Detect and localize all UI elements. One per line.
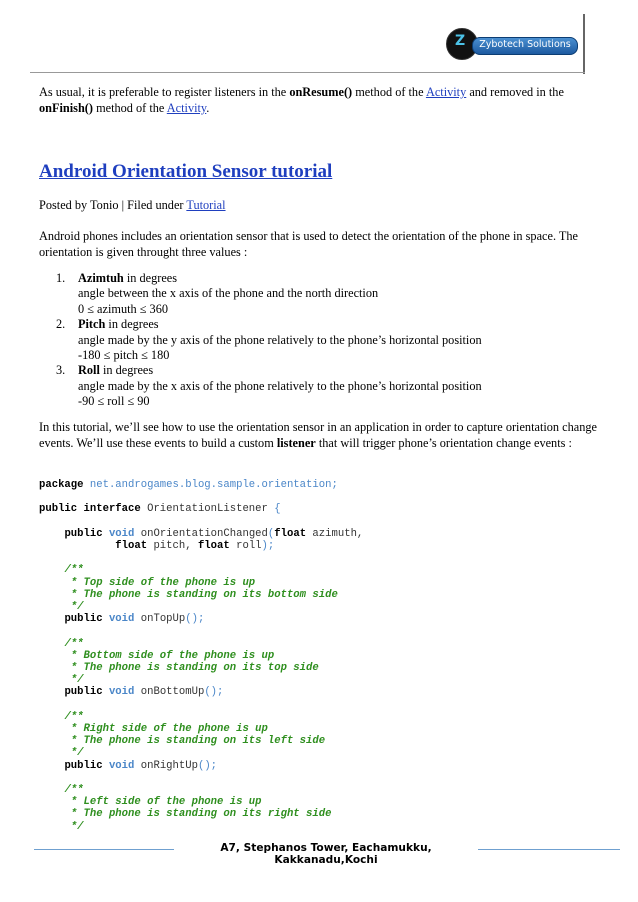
orientation-values-list [56, 271, 596, 410]
code-token: /** [64, 637, 84, 650]
code-token: /** [64, 784, 84, 797]
code-listing [39, 479, 363, 833]
intro-paragraph: As usual, it is preferable to register listeners in the onResume() method of the Activity and removed in the onFinish() method of the Activity. [39, 85, 564, 115]
code-token: * The phone is standing on its top side [64, 662, 319, 675]
code-token: ); [261, 540, 275, 553]
code-token: * Right side of the phone is up [64, 723, 268, 736]
code-token: /** [64, 564, 84, 577]
header-divider-vertical [583, 14, 585, 74]
code-token: (); [185, 613, 205, 626]
logo-text: Zybotech Solutions [479, 39, 571, 50]
intro-body-paragraph: Android phones includes an orientation sensor that is used to detect the orientation of the phone in space. The orientation is given throught three values : [39, 229, 578, 259]
activity-link[interactable]: Activity [166, 101, 207, 115]
code-token: net.androgames.blog.sample.orientation; [83, 479, 338, 491]
footer-address: A7, Stephanos Tower, Eachamukku, Kakkanadu,Kochi [220, 842, 432, 866]
code-token: { [274, 503, 281, 516]
code-token: */ [64, 747, 84, 760]
code-token: void [102, 613, 135, 626]
code-token: OrientationListener [140, 503, 275, 516]
code-token: * The phone is standing on its right side [64, 808, 332, 821]
code-token: onRightUp [134, 759, 198, 772]
code-token: public [64, 686, 103, 699]
code-token: */ [64, 601, 84, 614]
code-token: package [39, 479, 84, 491]
footer-rule-left [34, 849, 174, 850]
tutorial-category-link[interactable]: Tutorial [186, 198, 226, 212]
code-token: * The phone is standing on its left side [64, 735, 326, 748]
list-item: 2. Pitch in degrees angle made by the y axis of the phone relatively to the phone’s horizontal position -180 ≤ pitch ≤ 180 [56, 317, 482, 363]
code-token: public [64, 527, 103, 540]
header-divider [30, 72, 585, 73]
code-token: public [64, 759, 103, 772]
code-token: void [102, 759, 135, 772]
code-token: azimuth, [306, 527, 364, 540]
activity-link[interactable]: Activity [425, 85, 467, 99]
code-token: onBottomUp [134, 686, 205, 699]
list-item: 1. Azimtuh in degrees angle between the x axis of the phone and the north direction 0 ≤ azimuth ≤ 360 [56, 271, 379, 316]
logo-banner [472, 37, 578, 55]
code-token: onTopUp [134, 613, 186, 626]
code-token: roll [229, 540, 262, 553]
code-token: public [39, 503, 78, 516]
footer-rule-right [478, 849, 620, 850]
logo-emblem-icon: Z [446, 28, 478, 60]
code-token: * Top side of the phone is up [64, 576, 256, 589]
article-title-link[interactable]: Android Orientation Sensor tutorial [39, 161, 333, 182]
code-token: public [64, 613, 103, 626]
code-token: onOrientationChanged [134, 527, 268, 540]
company-logo [446, 28, 580, 58]
code-token: */ [64, 674, 84, 687]
tutorial-paragraph: In this tutorial, we’ll see how to use the orientation sensor in an application in order to capture orientation change events. We’ll use these events to build a custom listener that will trigger phone’s orientation change events : [39, 420, 597, 450]
code-token: void [102, 686, 135, 699]
code-token: void [102, 527, 135, 540]
code-token: (); [204, 686, 224, 699]
code-token: /** [64, 710, 84, 723]
code-token: */ [64, 820, 84, 833]
code-token: float [197, 540, 230, 553]
code-token: * The phone is standing on its bottom side [64, 588, 338, 601]
code-token: * Bottom side of the phone is up [64, 649, 275, 662]
posted-line: Posted by Tonio | Filed under Tutorial [39, 198, 226, 212]
code-token: float [115, 540, 148, 553]
code-token: (); [197, 759, 218, 772]
list-item: 3. Roll in degrees angle made by the x axis of the phone relatively to the phone’s horizontal position -90 ≤ roll ≤ 90 [56, 363, 482, 409]
code-token: ( [267, 527, 275, 540]
code-token: interface [77, 503, 141, 516]
code-token: pitch, [147, 540, 198, 553]
code-token: * Left side of the phone is up [64, 796, 262, 809]
code-token: float [274, 527, 307, 540]
